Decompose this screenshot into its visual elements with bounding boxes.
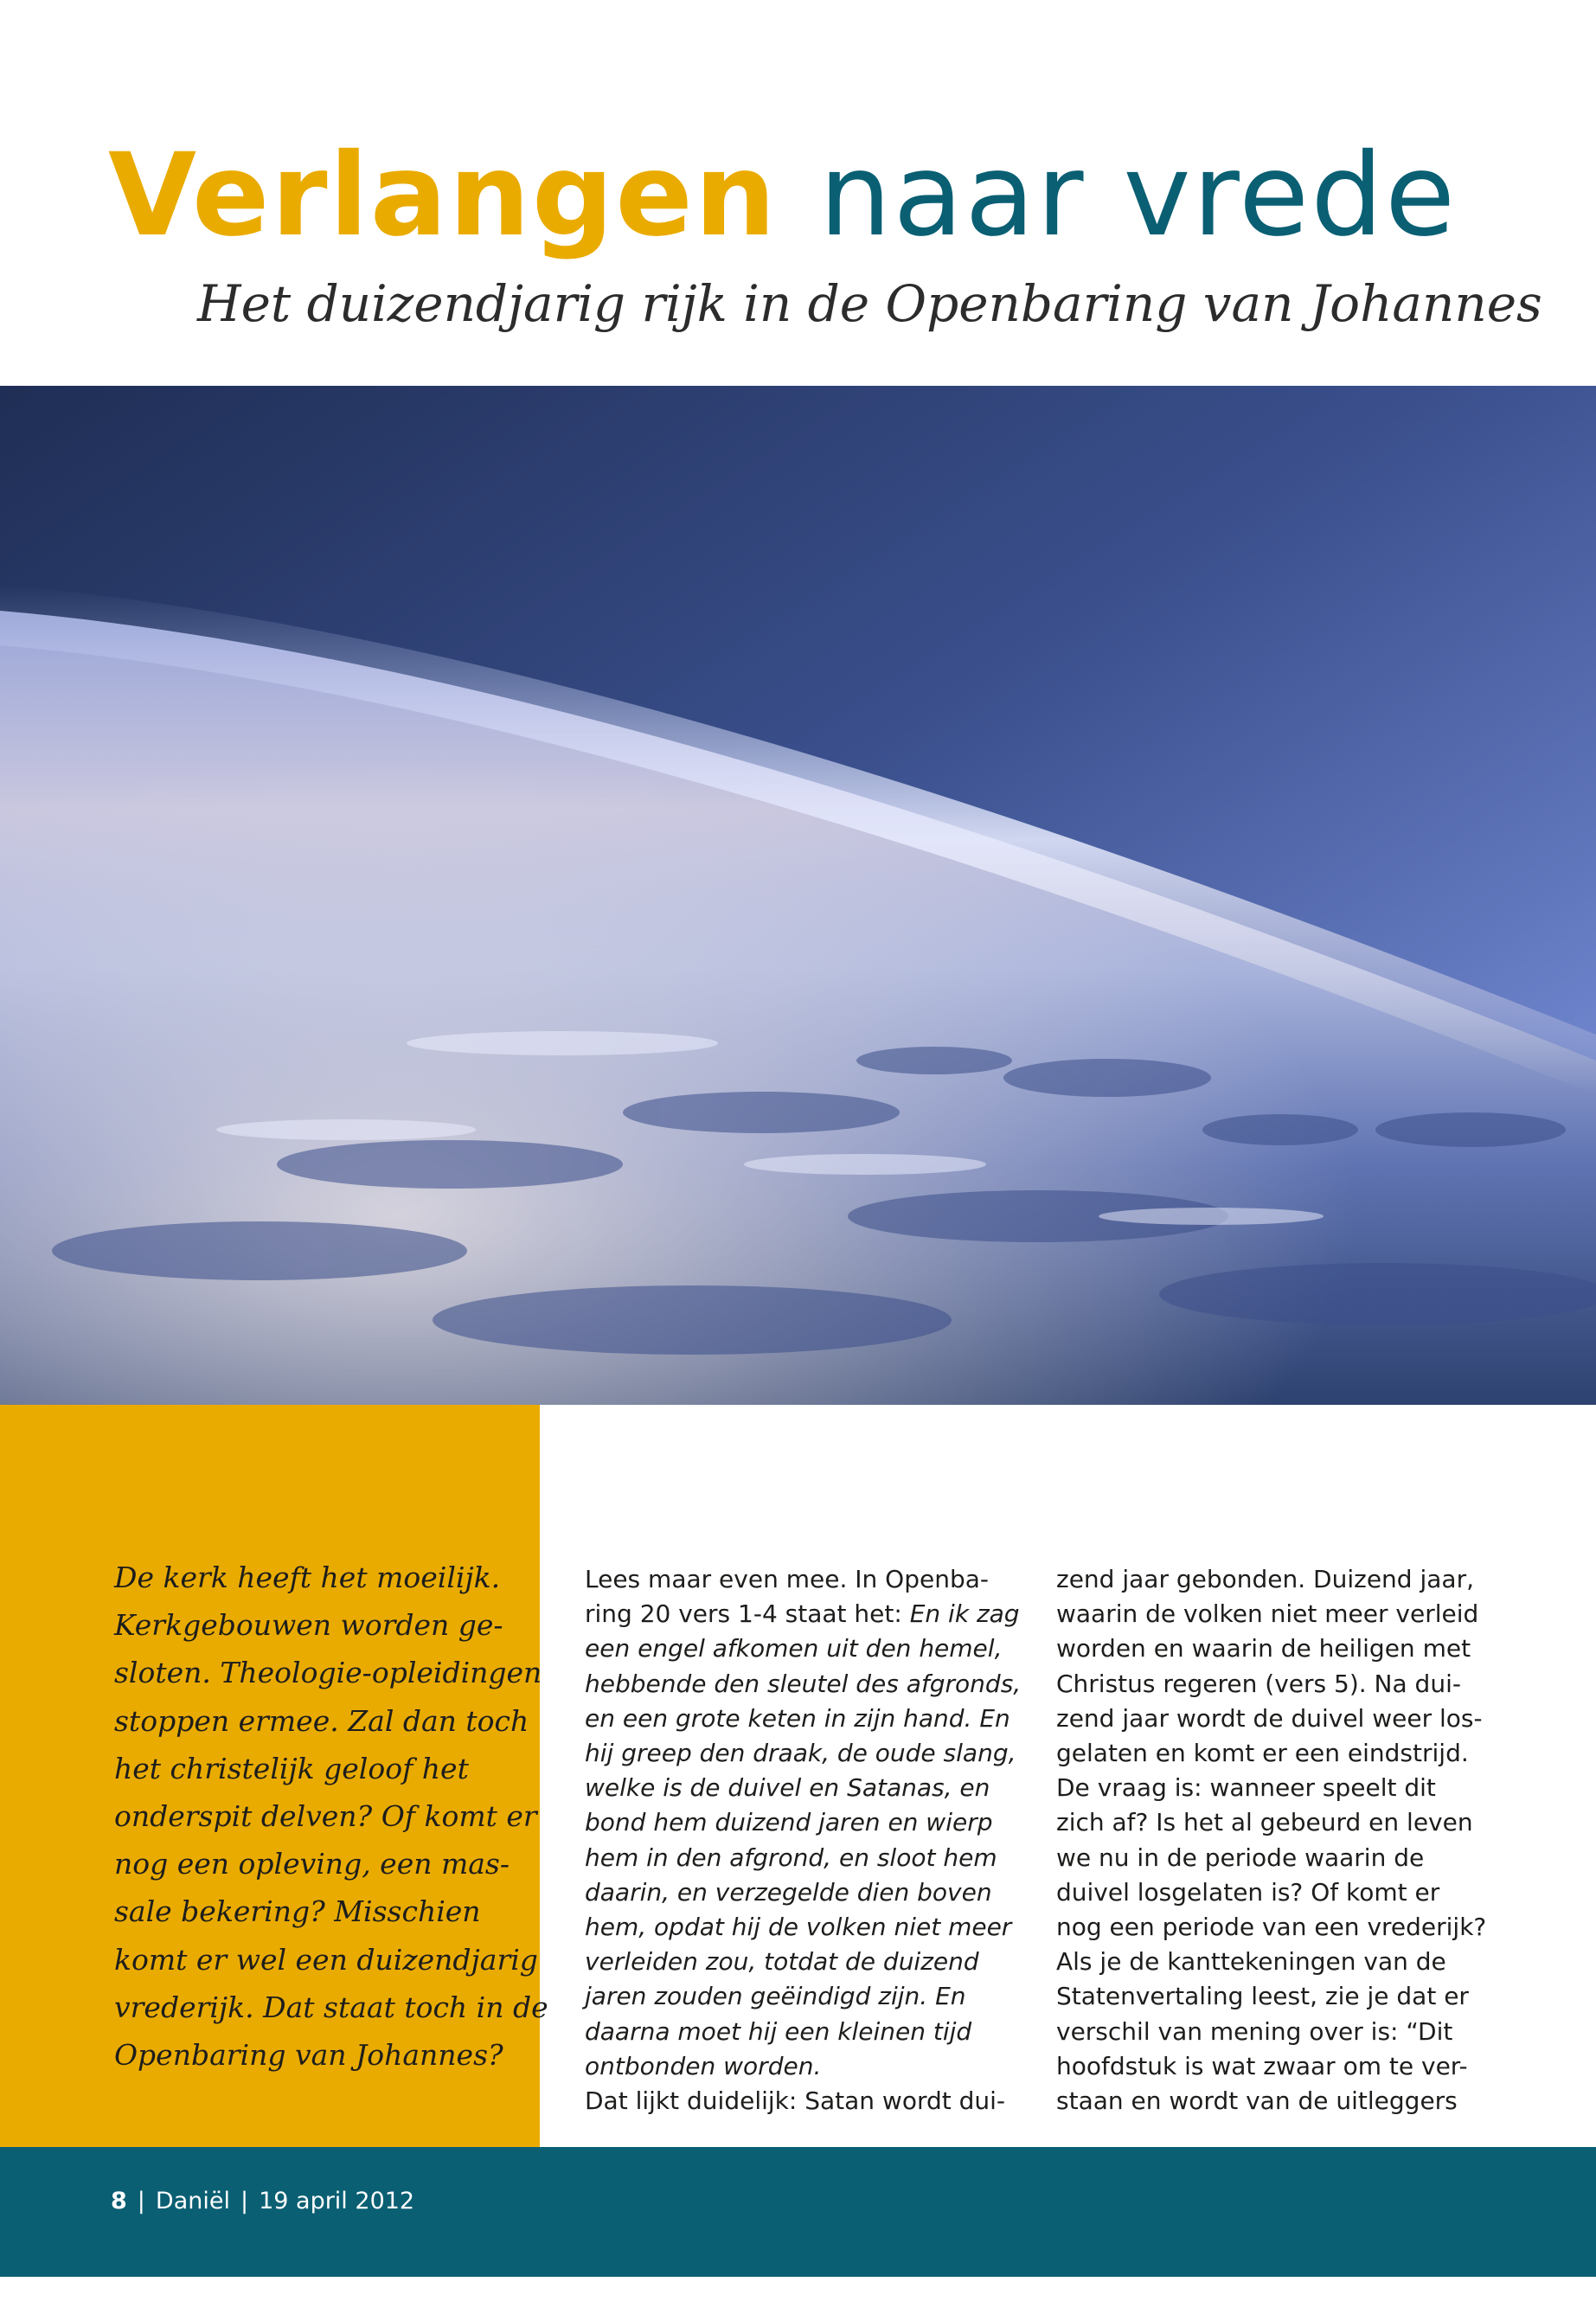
body-line: De vraag is: wanneer speelt dit	[1056, 1773, 1436, 1803]
article-subtitle: Het duizendjarig rijk in de Openbaring van Johannes	[197, 274, 1542, 333]
intro-line: stoppen ermee. Zal dan toch	[114, 1703, 529, 1738]
intro-line: nog een opleving, een mas-	[114, 1847, 510, 1881]
body-line: worden en waarin de heiligen met	[1056, 1634, 1471, 1663]
body-column-2	[1056, 1562, 1506, 2118]
body-line-italic: En ik zag	[909, 1599, 1020, 1629]
body-line-plain: ring 20 vers 1-4 staat het:	[585, 1599, 910, 1629]
scripture-quote-line: en een grote keten in zijn hand. En	[585, 1703, 1010, 1733]
body-line: Lees maar even mee. In Openba-	[585, 1565, 989, 1593]
scripture-quote-line: hij greep den draak, de oude slang,	[585, 1739, 1016, 1768]
intro-line: sloten. Theologie-opleidingen	[114, 1656, 542, 1690]
scripture-quote-line: hem in den afgrond, en sloot hem	[585, 1843, 997, 1872]
separator: |	[137, 2188, 145, 2214]
article-title	[108, 129, 1458, 262]
body-line: Als je de kanttekeningen van de	[1056, 1947, 1446, 1977]
body-line	[585, 1597, 1020, 1631]
body-column-1	[585, 1562, 1022, 2118]
scripture-quote-line: hem, opdat hij de volken niet meer	[585, 1913, 1012, 1942]
scripture-quote-line: bond hem duizend jaren en wierp	[585, 1808, 993, 1837]
scripture-quote-line: jaren zouden geëindigd zijn. En	[585, 1982, 966, 2011]
folio-line	[111, 2186, 414, 2217]
intro-lead-text	[114, 1554, 548, 2079]
intro-line: Kerkgebouwen worden ge-	[114, 1608, 503, 1643]
intro-line: sale bekering? Misschien	[114, 1894, 481, 1929]
body-line: duivel losgelaten is? Of komt er	[1056, 1877, 1440, 1907]
hero-image	[0, 386, 1596, 1405]
intro-line: Openbaring van Johannes?	[114, 2038, 503, 2073]
intro-line: het christelijk geloof het	[114, 1751, 469, 1785]
publication-name: Daniël	[155, 2188, 230, 2214]
intro-line: onderspit delven? Of komt er	[114, 1799, 537, 1834]
body-line: zend jaar wordt de duivel weer los-	[1056, 1703, 1483, 1733]
separator: |	[240, 2188, 249, 2214]
scripture-quote-line: hebbende den sleutel des afgronds,	[585, 1669, 1022, 1698]
scripture-quote-line: welke is de duivel en Satanas, en	[585, 1773, 990, 1803]
body-line: zend jaar gebonden. Duizend jaar,	[1056, 1565, 1474, 1593]
intro-line: De kerk heeft het moeilijk.	[114, 1561, 501, 1594]
intro-line: komt er wel een duizendjarig	[114, 1942, 538, 1977]
title-highlight-word: Verlangen	[108, 129, 778, 262]
body-line: Christus regeren (vers 5). Na dui-	[1056, 1669, 1461, 1698]
scripture-quote-line: ontbonden worden.	[585, 2051, 822, 2080]
body-line: verschil van mening over is: “Dit	[1056, 2016, 1453, 2046]
issue-date: 19 april 2012	[259, 2188, 415, 2214]
body-line: staan en wordt van de uitleggers	[1056, 2086, 1458, 2116]
scripture-quote-line: daarna moet hij een kleinen tijd	[585, 2016, 972, 2046]
earth-from-space-image	[0, 386, 1596, 1405]
body-line: we nu in de periode waarin de	[1056, 1843, 1425, 1872]
scripture-quote-line: daarin, en verzegelde dien boven	[585, 1877, 992, 1907]
scripture-quote-line: een engel afkomen uit den hemel,	[585, 1634, 1003, 1663]
body-line: Dat lijkt duidelijk: Satan wordt dui-	[585, 2086, 1006, 2116]
body-line: waarin de volken niet meer verleid	[1056, 1599, 1479, 1629]
body-line: nog een periode van een vrederijk?	[1056, 1913, 1487, 1942]
scripture-quote-line: verleiden zou, totdat de duizend	[585, 1947, 979, 1977]
body-line: hoofdstuk is wat zwaar om te ver-	[1056, 2051, 1468, 2080]
body-line: gelaten en komt er een eindstrijd.	[1056, 1739, 1469, 1768]
title-rest: naar vrede	[818, 129, 1458, 262]
intro-line: vrederijk. Dat staat toch in de	[114, 1990, 548, 2024]
page-number: 8	[111, 2188, 127, 2214]
body-line: zich af? Is het al gebeurd en leven	[1056, 1808, 1473, 1837]
body-line: Statenvertaling leest, zie je dat er	[1056, 1982, 1469, 2011]
